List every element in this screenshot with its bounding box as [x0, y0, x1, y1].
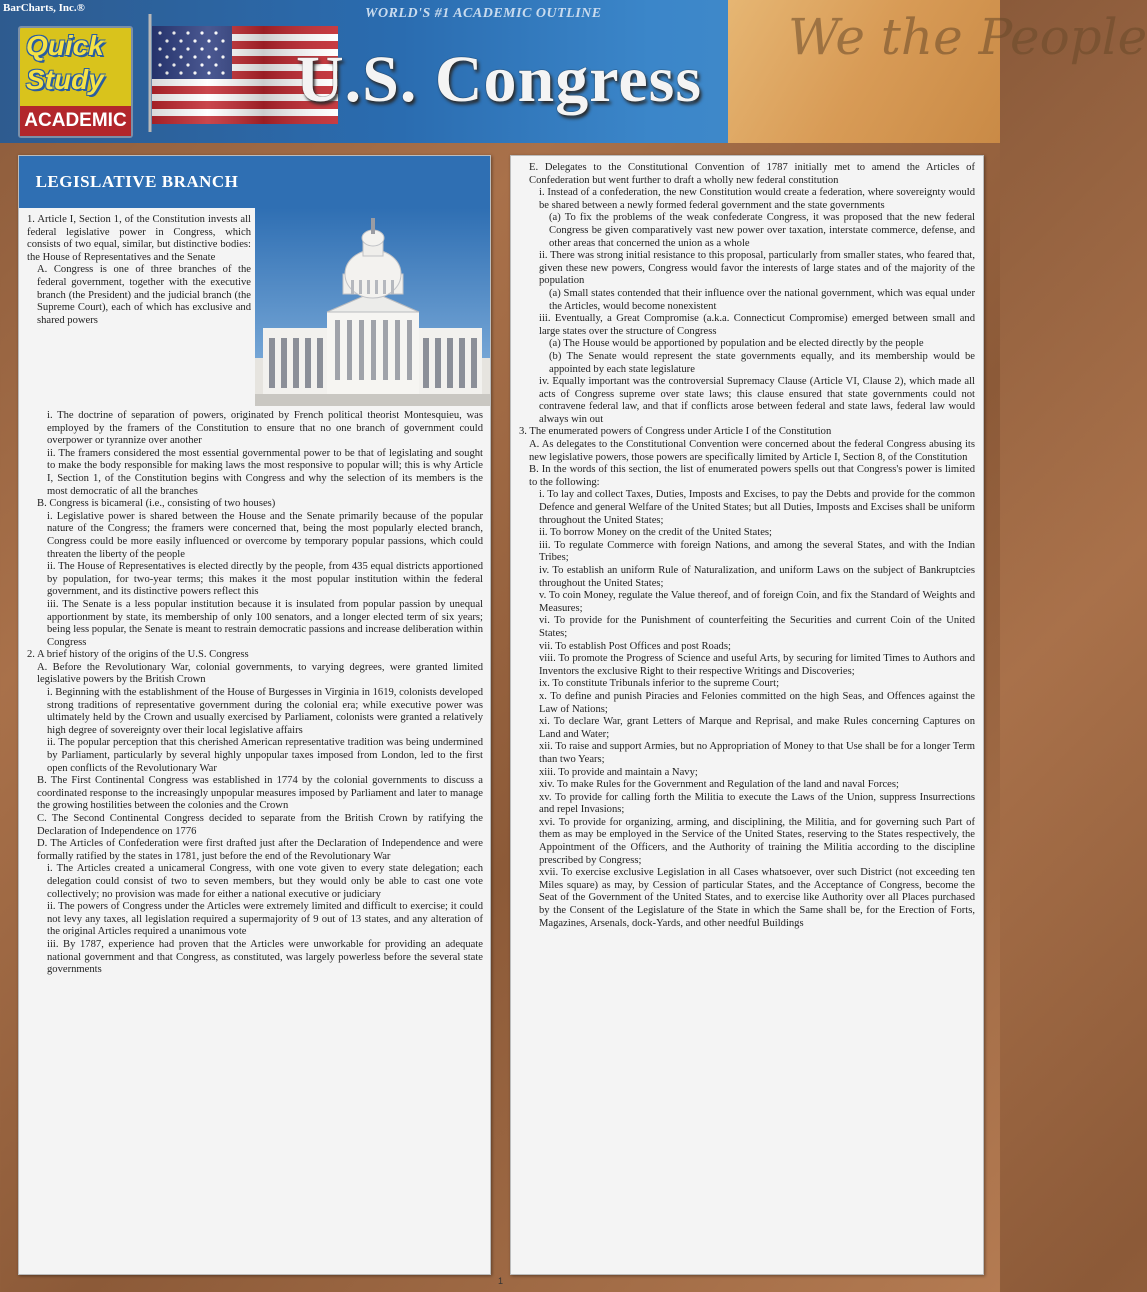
paragraph: iii. Eventually, a Great Compromise (a.k.a. Connecticut Compromise) emerged between small and large states over the structure of Congress: [539, 313, 975, 337]
paragraph: iv. Equally important was the controversial Supremacy Clause (Article VI, Clause 2), which made all acts of Congress supreme over state laws; this clause ensured that state governments could not contravene federal law, and that if conflicts arose between federal and state laws, federal law would always win out: [539, 376, 975, 425]
paragraph: vii. To establish Post Offices and post Roads;: [539, 640, 731, 652]
paragraph: E. Delegates to the Constitutional Convention of 1787 initially met to amend the Articles of Confederation but went further to draft a wholly new federal constitution: [529, 162, 975, 186]
paragraph: iv. To establish an uniform Rule of Naturalization, and uniform Laws on the subject of Bankruptcies throughout the United States;: [539, 565, 975, 589]
paragraph: iii. To regulate Commerce with foreign Nations, and among the several States, and with the Indian Tribes;: [539, 539, 975, 564]
page-number: 1: [498, 1276, 504, 1286]
paragraph: ii. The framers considered the most essential governmental power to be that of legislating and sought to make the body responsible for making laws the most responsive to popular will; this is why Article I, Section 1, of the Constitution begins with Congress and why the selection of its members is the most democratic of all the branches: [47, 447, 483, 497]
paragraph: ix. To constitute Tribunals inferior to the supreme Court;: [539, 678, 780, 690]
paragraph: i. Legislative power is shared between the House and the Senate primarily because of the popular nature of the Congress; the framers were concerned that, being the most popularly elected branch, Congress could be more easily influenced or overcome by temporary popular passions, which could threaten the liberty of the people: [47, 510, 483, 560]
paragraph: ii. The House of Representatives is elected directly by the people, from 435 equal districts apportioned by population, for two-year terms; this makes it the most popular institution within the federal government, and its distinctive powers reflect this: [47, 561, 483, 598]
paragraph: ii. The powers of Congress under the Articles were extremely limited and difficult to exercise; it could not levy any taxes, all legislation required a supermajority of 9 out of 13 states, and any alteration of the original Articles required a unanimous vote: [47, 901, 483, 938]
paragraph: i. Instead of a confederation, the new Constitution would create a federation, where sovereignty would be shared between a newly formed federal government and the state governments: [539, 187, 975, 211]
paragraph: (b) The Senate would represent the state governments equally, and its membership would be appointed by each state legislature: [549, 350, 975, 375]
logo-line3: ACADEMIC: [20, 106, 131, 136]
paragraph: xiii. To provide and maintain a Navy;: [539, 766, 698, 778]
paragraph: D. The Articles of Confederation were first drafted just after the Declaration of Independence and were formally ratified by the states in 1781, just before the end of the Revolutionary War: [37, 838, 483, 862]
paragraph: A. Congress is one of three branches of the federal government, together with the executive branch (the President) and the judicial branch (the Supreme Court), each of which has exclusive and shared powers: [37, 264, 251, 326]
tagline: WORLD'S #1 ACADEMIC OUTLINE: [365, 6, 602, 21]
logo-line2: Study: [26, 64, 104, 95]
right-text-block: [519, 162, 975, 930]
parchment-script: We the People: [788, 8, 1147, 66]
logo-line1: Quick: [26, 30, 104, 61]
paragraph: viii. To promote the Progress of Science and useful Arts, by securing for limited Times to Authors and Inventors the exclusive Right to their respective Writings and Discoveries;: [539, 653, 975, 677]
paragraph: xvii. To exercise exclusive Legislation in all Cases whatsoever, over such District (not exceeding ten Miles square) as may, by Cession of particular States, and the Acceptance of Congress, become the Seat of the Government of the United States, and to exercise like Authority over all Places purchased by the Consent of the Legislature of the State in which the Same shall be, for the Erection of Forts, Magazines, Arsenals, dock-Yards, and other needful Buildings: [539, 867, 975, 929]
paragraph: xi. To declare War, grant Letters of Marque and Reprisal, and make Rules concerning Captures on Land and Water;: [539, 716, 975, 740]
paragraph: ii. To borrow Money on the credit of the United States;: [539, 527, 772, 539]
paragraph: ii. There was strong initial resistance to this proposal, particularly from smaller states, who feared that, given these new powers, Congress would favor the interests of large states and of the majority of the population: [539, 250, 975, 287]
paragraph: i. The doctrine of separation of powers, originated by French political theorist Montesquieu, was employed by the framers of the Constitution to ensure that no one branch of government could overpower or tyrannize over another: [47, 410, 483, 447]
left-column: [18, 155, 491, 1275]
paragraph: (a) To fix the problems of the weak confederate Congress, it was proposed that the new federal Congress be given comparatively vast new power over taxation, interstate commerce, defense, and other areas that concerned the union as a whole: [549, 212, 975, 249]
main-text-block: [27, 410, 483, 977]
paragraph: B. Congress is bicameral (i.e., consisting of two houses): [37, 498, 276, 510]
paragraph: xvi. To provide for organizing, arming, and disciplining, the Militia, and for governing such Part of them as may be employed in the Service of the United States, reserving to the States respectively, the Appointment of the Officers, and the Authority of training the Militia according to the discipline prescribed by Congress;: [539, 816, 975, 866]
capitol-sky: [255, 156, 490, 208]
paragraph: xv. To provide for calling forth the Militia to execute the Laws of the Union, suppress Insurrections and repel Invasions;: [539, 791, 975, 816]
paragraph: xii. To raise and support Armies, but no Appropriation of Money to that Use shall be for a longer Term than two Years;: [539, 741, 975, 765]
paragraph: (a) Small states contended that their influence over the national government, which was equal under the Articles, would become nonexistent: [549, 287, 975, 312]
constitution-parchment: [728, 0, 1147, 143]
paragraph: ii. The popular perception that this cherished American representative tradition was being undermined by Parliament, particularly by several highly unpopular taxes imposed from London, led to the first open conflicts of the Revolutionary War: [47, 737, 483, 774]
paragraph: iii. By 1787, experience had proven that the Articles were unworkable for providing an adequate national government and that Congress, as constituted, was largely powerless before the several state governments: [47, 938, 483, 976]
paragraph: i. Beginning with the establishment of the House of Burgesses in Virginia in 1619, colonists developed strong traditions of representative government during the colonial era; while executive power was ultimately held by the Crown and usually exercised by Parliament, colonists were granted a relatively high degree of sovereignty over their local legislative affairs: [47, 687, 483, 736]
paragraph: 1. Article I, Section 1, of the Constitution invests all federal legislative power in Congress, which consists of two equal, similar, but distinctive bodies: the House of Representatives and the Senate: [27, 214, 251, 263]
paragraph: xiv. To make Rules for the Government and Regulation of the land and naval Forces;: [539, 779, 899, 791]
paragraph: 3. The enumerated powers of Congress under Article I of the Constitution: [519, 426, 832, 438]
right-column: [510, 155, 984, 1275]
paragraph: iii. The Senate is a less popular institution because it is insulated from popular passion by unequal apportionment by state, its membership of only 100 senators, and a longer elected term of six years; being less popular, the Senate is meant to restrain democratic passions and increase deliberation within Congress: [47, 598, 483, 648]
paragraph: vi. To provide for the Punishment of counterfeiting the Securities and current Coin of the United States;: [539, 615, 975, 639]
paragraph: A. Before the Revolutionary War, colonial governments, to varying degrees, were granted limited legislative powers by the British Crown: [37, 661, 483, 686]
paragraph: B. The First Continental Congress was established in 1774 by the colonial governments to discuss a coordinated response to the increasingly unpopular measures imposed by Parliament and later to manage the growing hostilities between the colonies and the Crown: [37, 775, 483, 812]
paragraph: A. As delegates to the Constitutional Convention were concerned about the federal Congress abusing its new legislative powers, those powers are specifically limited by Article I, Section 8, of the Constitution: [529, 439, 975, 463]
intro-text-block: [27, 214, 251, 327]
paragraph: B. In the words of this section, the list of enumerated powers spells out that Congress's power is limited to the following:: [529, 464, 975, 488]
paragraph: (a) The House would be apportioned by population and be elected directly by the people: [549, 338, 924, 350]
publisher-name: BarCharts, Inc.®: [3, 2, 85, 14]
paragraph: x. To define and punish Piracies and Felonies committed on the high Seas, and Offences against the Law of Nations;: [539, 690, 975, 715]
paragraph: i. To lay and collect Taxes, Duties, Imposts and Excises, to pay the Debts and provide for the common Defence and general Welfare of the United States; but all Duties, Imposts and Excises shall be uniform throughout the United States;: [539, 489, 975, 526]
paragraph: C. The Second Continental Congress decided to separate from the British Crown by ratifying the Declaration of Independence on 1776: [37, 813, 483, 837]
section-title: LEGISLATIVE BRANCH: [19, 156, 255, 208]
quickstudy-logo: [18, 26, 133, 138]
paragraph: v. To coin Money, regulate the Value thereof, and of foreign Coin, and fix the Standard of Weights and Measures;: [539, 590, 975, 614]
paragraph: 2. A brief history of the origins of the U.S. Congress: [27, 649, 249, 661]
paragraph: i. The Articles created a unicameral Congress, with one vote given to every state delegation; each delegation could consist of two to seven members, but they would only be able to cast one vote collectively; no provision was made for either a national executive or judiciary: [47, 863, 483, 900]
capitol-building-image: [255, 208, 490, 406]
page-title: U.S. Congress: [296, 43, 703, 116]
header-banner: [0, 0, 1147, 143]
